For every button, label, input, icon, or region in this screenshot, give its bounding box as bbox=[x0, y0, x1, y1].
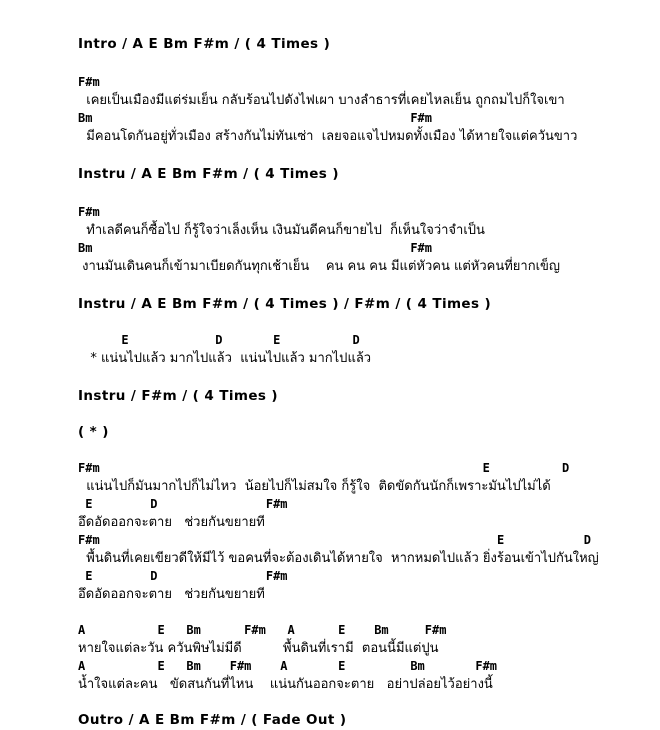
chord-row: F#m bbox=[78, 75, 100, 89]
section-line: Intro / A E Bm F#m / ( 4 Times ) bbox=[78, 36, 331, 52]
section-line-block bbox=[78, 34, 648, 54]
chord-row: F#m E D bbox=[78, 461, 570, 475]
lyric-row: แน่นไปก็มันมากไปก็ไม่ไหว น้อยไปก็ไม่สมใจ ก็รู้ใจ ติดขัดกันนักก็เพราะมันไปไม่ได้ bbox=[78, 479, 551, 494]
block-spacer bbox=[78, 368, 648, 386]
verse-block bbox=[78, 74, 648, 146]
lyric-row: อึดอัดออกจะตาย ช่วยกันขยายที bbox=[78, 587, 265, 602]
block-spacer bbox=[78, 184, 648, 204]
block-spacer bbox=[78, 694, 648, 710]
chord-row: F#m E D bbox=[78, 533, 591, 547]
section-line: Instru / A E Bm F#m / ( 4 Times ) bbox=[78, 166, 339, 182]
lyric-row: หายใจแต่ละวัน ควันพิษไม่มีดี พื้นดินที่เรามี ตอนนี้มีแต่ปูน bbox=[78, 641, 439, 656]
block-spacer bbox=[78, 442, 648, 460]
block-spacer bbox=[78, 406, 648, 422]
lyric-row: น้ำใจแต่ละคน ขัดสนกันที่ไหน แน่นกันออกจะตาย อย่าปล่อยไว้อย่างนี้ bbox=[78, 677, 493, 692]
lyric-row: อึดอัดออกจะตาย ช่วยกันขยายที bbox=[78, 515, 265, 530]
block-spacer bbox=[78, 314, 648, 332]
section-line-block bbox=[78, 710, 648, 730]
section-line: ( * ) bbox=[78, 424, 109, 440]
chord-row: E D F#m bbox=[78, 569, 288, 583]
chord-sheet-body bbox=[78, 34, 648, 730]
section-line: Outro / A E Bm F#m / ( Fade Out ) bbox=[78, 712, 347, 728]
block-spacer bbox=[78, 276, 648, 294]
chord-row: A E Bm F#m A E Bm F#m bbox=[78, 623, 447, 637]
verse-block bbox=[78, 332, 648, 368]
chord-row: F#m bbox=[78, 205, 100, 219]
lyric-row: เคยเป็นเมืองมีแต่ร่มเย็น กลับร้อนไปดังไฟเผา บางลำธารที่เคยไหลเย็น ถูกถมไปก็ใจเขา bbox=[78, 93, 565, 108]
chord-row: A E Bm F#m A E Bm F#m bbox=[78, 659, 498, 673]
block-spacer bbox=[78, 146, 648, 164]
lyric-row: มีคอนโดกันอยู่ทั่วเมือง สร้างกันไม่ทันเซ่า เลยจอแจไปหมดทั้งเมือง ได้หายใจแต่ควันขาว bbox=[78, 129, 578, 144]
section-line-block bbox=[78, 294, 648, 314]
block-spacer bbox=[78, 54, 648, 74]
lyric-row: ทำเลดีคนก็ซื้อไป ก็รู้ใจว่าเล็งเห็น เงินมันดีคนก็ขายไป ก็เห็นใจว่าจำเป็น bbox=[78, 223, 485, 238]
section-line-block bbox=[78, 164, 648, 184]
section-line: Instru / A E Bm F#m / ( 4 Times ) / F#m / ( 4 Times ) bbox=[78, 296, 492, 312]
section-line-block bbox=[78, 422, 648, 442]
chord-row: Bm F#m bbox=[78, 241, 433, 255]
lyric-row: * แน่นไปแล้ว มากไปแล้ว แน่นไปแล้ว มากไปแล้ว bbox=[78, 351, 372, 366]
lyric-row: พื้นดินที่เคยเขียวดีให้มีไว้ ขอคนที่จะต้องเดินได้หายใจ หากหมดไปแล้ว ยิ่งร้อนเข้าไปกันใหญ่ bbox=[78, 551, 599, 566]
verse-block bbox=[78, 204, 648, 276]
lyric-row: งานมันเดินคนก็เข้ามาเบียดกันทุกเช้าเย็น คน คน คน มีแต่หัวคน แต่หัวคนที่ยากเข็ญ bbox=[78, 259, 561, 274]
block-spacer bbox=[78, 604, 648, 622]
verse-block bbox=[78, 622, 648, 694]
chord-row: Bm F#m bbox=[78, 111, 433, 125]
section-line-block bbox=[78, 386, 648, 406]
chord-row: E D E D bbox=[78, 333, 360, 347]
chord-row: E D F#m bbox=[78, 497, 288, 511]
verse-block bbox=[78, 460, 648, 604]
section-line: Instru / F#m / ( 4 Times ) bbox=[78, 388, 278, 404]
